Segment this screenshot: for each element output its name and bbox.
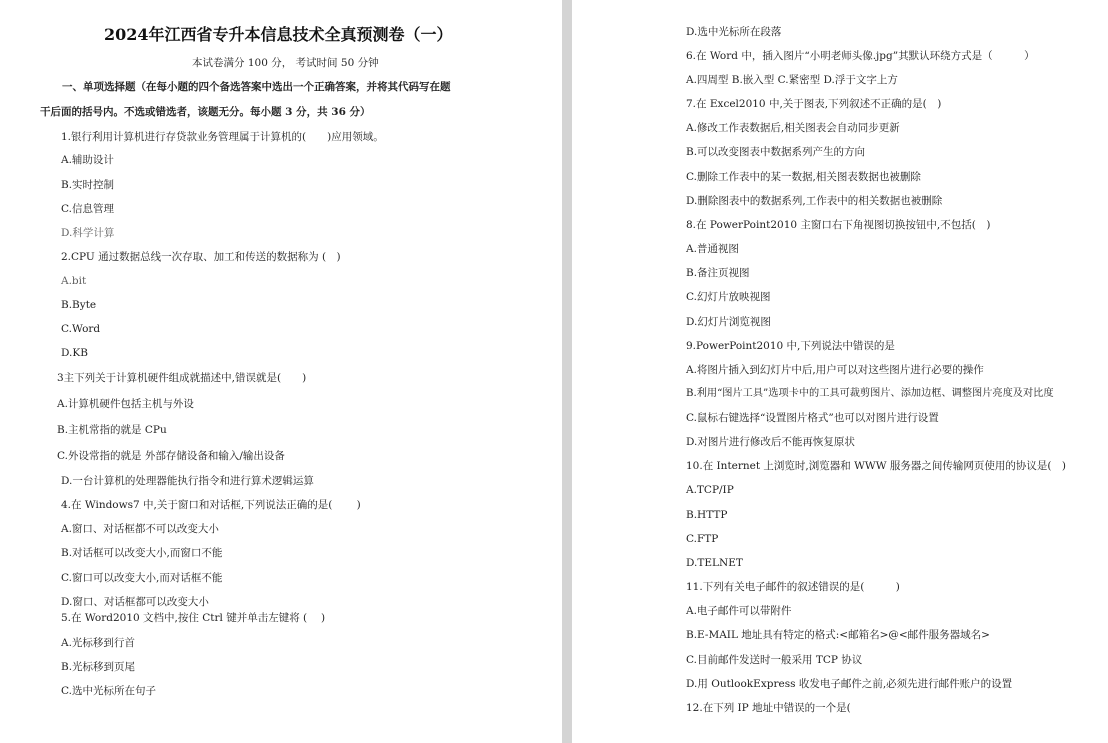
q1-option-a: A.辅助设计 — [61, 154, 114, 166]
q9-option-b: B.利用“图片工具”选项卡中的工具可裁剪图片、添加边框、调整图片亮度及对比度 — [686, 388, 1054, 399]
q8-option-b: B.备注页视图 — [686, 267, 750, 279]
q3-option-a: A.计算机硬件包括主机与外设 — [57, 398, 194, 410]
question-11: 11.下列有关电子邮件的叙述错误的是( ) — [686, 581, 900, 593]
q1-option-c: C.信息管理 — [61, 203, 114, 215]
question-7: 7.在 Excel2010 中,关于图表,下列叙述不正确的是( ) — [686, 98, 942, 110]
q5-option-c: C.选中光标所在句子 — [61, 685, 156, 697]
q7-option-c: C.删除工作表中的某一数据,相关图表数据也被删除 — [686, 171, 921, 183]
q8-option-d: D.幻灯片浏览视图 — [686, 316, 771, 328]
q9-option-d: D.对图片进行修改后不能再恢复原状 — [686, 436, 855, 448]
q4-option-c: C.窗口可以改变大小,而对话框不能 — [61, 572, 223, 584]
q3-option-d: D.一台计算机的处理器能执行指令和进行算术逻辑运算 — [61, 475, 314, 487]
q10-option-b: B.HTTP — [686, 509, 728, 521]
q9-option-a: A.将图片插入到幻灯片中后,用户可以对这些图片进行必要的操作 — [686, 364, 984, 376]
q3-option-c: C.外设常指的就是 外部存储设备和输入/输出设备 — [57, 450, 285, 462]
question-9: 9.PowerPoint2010 中,下列说法中错误的是 — [686, 340, 895, 352]
q5-option-a: A.光标移到行首 — [61, 637, 135, 649]
q4-option-a: A.窗口、对话框都不可以改变大小 — [61, 523, 219, 535]
q4-option-b: B.对话框可以改变大小,而窗口不能 — [61, 547, 223, 559]
q7-option-b: B.可以改变图表中数据系列产生的方向 — [686, 146, 866, 158]
section-instructions-2: 干后面的括号内。不选或错选者，该题无分。每小题 3 分，共 36 分） — [40, 106, 371, 118]
right-page — [572, 0, 1108, 743]
q11-option-d: D.用 OutlookExpress 收发电子邮件之前,必须先进行邮件账户的设置 — [686, 678, 1013, 690]
q2-option-a: A.bit — [61, 275, 87, 287]
q7-option-a: A.修改工作表数据后,相关图表会自动同步更新 — [686, 122, 900, 134]
question-10: 10.在 Internet 上浏览时,浏览器和 WWW 服务器之间传输网页使用的协议是( ) — [686, 460, 1067, 472]
q10-option-a: A.TCP/IP — [686, 484, 734, 496]
q4-option-d: D.窗口、对话框都可以改变大小 — [61, 596, 209, 608]
q11-option-b: B.E-MAIL 地址具有特定的格式:<邮箱名>@<邮件服务器域名> — [686, 629, 990, 641]
q2-option-b: B.Byte — [61, 299, 97, 311]
question-8: 8.在 PowerPoint2010 主窗口右下角视图切换按钮中,不包括( ) — [686, 219, 991, 231]
q7-option-d: D.删除图表中的数据系列,工作表中的相关数据也被删除 — [686, 195, 943, 207]
q3-option-b: B.主机常指的就是 CPu — [57, 424, 167, 436]
q5-option-d: D.选中光标所在段落 — [686, 26, 782, 38]
question-5: 5.在 Word2010 文档中,按住 Ctrl 键并单击左键将 ( ) — [61, 612, 326, 624]
q10-option-d: D.TELNET — [686, 557, 743, 569]
q11-option-c: C.目前邮件发送时一般采用 TCP 协议 — [686, 654, 863, 666]
question-2: 2.CPU 通过数据总线一次存取、加工和传送的数据称为 ( ) — [61, 251, 341, 263]
q5-option-b: B.光标移到页尾 — [61, 661, 136, 673]
question-12: 12.在下列 IP 地址中错误的一个是( — [686, 702, 851, 714]
q10-option-c: C.FTP — [686, 533, 719, 545]
question-4: 4.在 Windows7 中,关于窗口和对话框,下列说法正确的是( ) — [61, 499, 361, 511]
question-6: 6.在 Word 中，插入图片“小明老师头像.jpg”其默认环绕方式是（ ） — [686, 50, 1035, 62]
q2-option-c: C.Word — [61, 323, 101, 335]
q11-option-a: A.电子邮件可以带附件 — [686, 605, 792, 617]
question-1: 1.银行利用计算机进行存贷款业务管理属于计算机的( )应用领域。 — [61, 131, 384, 143]
q8-option-c: C.幻灯片放映视图 — [686, 291, 771, 303]
q1-option-b: B.实时控制 — [61, 179, 115, 191]
exam-title: 2024年江西省专升本信息技术全真预测卷（一） — [104, 25, 453, 44]
q9-option-c: C.鼠标右键选择“设置图片格式”也可以对图片进行设置 — [686, 412, 939, 424]
q8-option-a: A.普通视图 — [686, 243, 739, 255]
exam-subtitle: 本试卷满分 100 分， 考试时间 50 分钟 — [192, 57, 379, 69]
page-divider — [562, 0, 572, 743]
question-3: 3主下列关于计算机硬件组成就描述中,错误就是( ) — [57, 372, 307, 384]
q1-option-d: D.科学计算 — [61, 227, 115, 239]
section-instructions-1: 一、单项选择题（在每小题的四个备选答案中选出一个正确答案，并将其代码写在题 — [62, 81, 451, 93]
q6-options: A.四周型 B.嵌入型 C.紧密型 D.浮于文字上方 — [686, 74, 898, 86]
q2-option-d: D.KB — [61, 347, 88, 359]
